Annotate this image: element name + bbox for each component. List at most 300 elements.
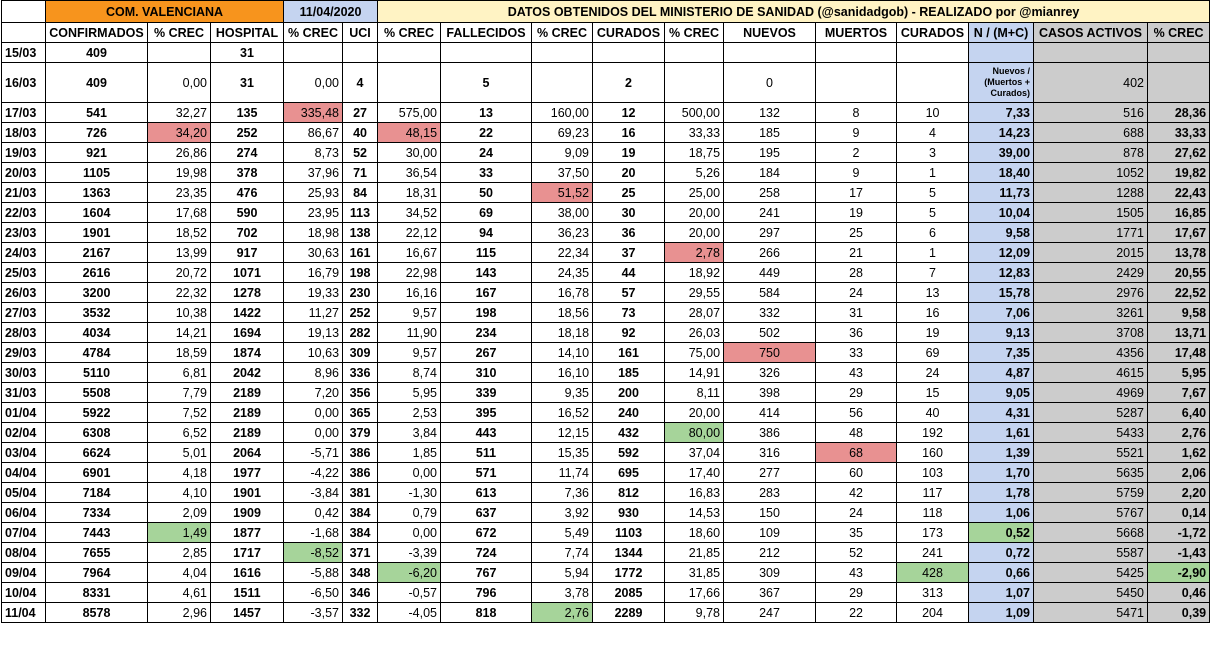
table-cell[interactable]: [724, 43, 816, 63]
row-date-cell[interactable]: 31/03: [2, 383, 46, 403]
table-cell[interactable]: 234: [441, 323, 532, 343]
table-cell[interactable]: -4,05: [378, 603, 441, 623]
table-cell[interactable]: 1422: [211, 303, 284, 323]
table-cell[interactable]: 15,78: [969, 283, 1034, 303]
table-cell[interactable]: 24: [897, 363, 969, 383]
table-cell[interactable]: 5425: [1034, 563, 1148, 583]
table-cell[interactable]: 9,35: [532, 383, 593, 403]
table-cell[interactable]: 297: [724, 223, 816, 243]
table-cell[interactable]: 71: [343, 163, 378, 183]
table-cell[interactable]: 1877: [211, 523, 284, 543]
row-date-cell[interactable]: 18/03: [2, 123, 46, 143]
table-cell[interactable]: 9: [816, 163, 897, 183]
table-cell[interactable]: 575,00: [378, 103, 441, 123]
table-cell[interactable]: 4,31: [969, 403, 1034, 423]
table-cell[interactable]: 8,96: [284, 363, 343, 383]
row-date-cell[interactable]: 06/04: [2, 503, 46, 523]
table-cell[interactable]: 20,00: [665, 403, 724, 423]
table-cell[interactable]: 11,74: [532, 463, 593, 483]
table-cell[interactable]: 584: [724, 283, 816, 303]
table-cell[interactable]: 19,82: [1148, 163, 1210, 183]
table-cell[interactable]: [148, 43, 211, 63]
table-cell[interactable]: 15: [897, 383, 969, 403]
table-cell[interactable]: 30,00: [378, 143, 441, 163]
table-cell[interactable]: 17,66: [665, 583, 724, 603]
table-cell[interactable]: 5287: [1034, 403, 1148, 423]
table-cell[interactable]: 702: [211, 223, 284, 243]
table-cell[interactable]: 5471: [1034, 603, 1148, 623]
table-cell[interactable]: 8331: [46, 583, 148, 603]
table-cell[interactable]: 17,68: [148, 203, 211, 223]
table-cell[interactable]: [969, 43, 1034, 63]
table-cell[interactable]: 56: [816, 403, 897, 423]
column-header[interactable]: CURADOS: [897, 23, 969, 43]
table-cell[interactable]: 346: [343, 583, 378, 603]
table-cell[interactable]: 1717: [211, 543, 284, 563]
table-cell[interactable]: 443: [441, 423, 532, 443]
row-date-cell[interactable]: 20/03: [2, 163, 46, 183]
table-cell[interactable]: 109: [724, 523, 816, 543]
table-cell[interactable]: 160: [897, 443, 969, 463]
table-cell[interactable]: 1874: [211, 343, 284, 363]
table-cell[interactable]: 4034: [46, 323, 148, 343]
table-cell[interactable]: 92: [593, 323, 665, 343]
table-cell[interactable]: 7,79: [148, 383, 211, 403]
table-cell[interactable]: 37,96: [284, 163, 343, 183]
table-cell[interactable]: 1,39: [969, 443, 1034, 463]
table-cell[interactable]: 37,04: [665, 443, 724, 463]
table-cell[interactable]: 4: [897, 123, 969, 143]
table-cell[interactable]: 379: [343, 423, 378, 443]
table-cell[interactable]: 28,36: [1148, 103, 1210, 123]
table-cell[interactable]: 22: [441, 123, 532, 143]
table-cell[interactable]: 1505: [1034, 203, 1148, 223]
table-cell[interactable]: 33: [441, 163, 532, 183]
table-cell[interactable]: 23,35: [148, 183, 211, 203]
table-cell[interactable]: 21: [816, 243, 897, 263]
table-cell[interactable]: 22,12: [378, 223, 441, 243]
table-cell[interactable]: 19,13: [284, 323, 343, 343]
table-cell[interactable]: -2,90: [1148, 563, 1210, 583]
table-cell[interactable]: 4784: [46, 343, 148, 363]
table-cell[interactable]: 9,57: [378, 343, 441, 363]
table-cell[interactable]: 5,26: [665, 163, 724, 183]
table-cell[interactable]: 25,93: [284, 183, 343, 203]
table-cell[interactable]: [897, 63, 969, 103]
table-cell[interactable]: 69: [897, 343, 969, 363]
table-cell[interactable]: 2042: [211, 363, 284, 383]
table-cell[interactable]: 592: [593, 443, 665, 463]
table-cell[interactable]: 40: [343, 123, 378, 143]
table-cell[interactable]: 22,98: [378, 263, 441, 283]
table-cell[interactable]: 33: [816, 343, 897, 363]
table-cell[interactable]: [378, 63, 441, 103]
table-cell[interactable]: 309: [724, 563, 816, 583]
table-cell[interactable]: 1344: [593, 543, 665, 563]
table-cell[interactable]: 2,76: [1148, 423, 1210, 443]
table-cell[interactable]: 5,01: [148, 443, 211, 463]
column-header[interactable]: [2, 23, 46, 43]
table-cell[interactable]: 1,85: [378, 443, 441, 463]
table-cell[interactable]: 266: [724, 243, 816, 263]
table-cell[interactable]: 69,23: [532, 123, 593, 143]
table-cell[interactable]: 7184: [46, 483, 148, 503]
table-cell[interactable]: 767: [441, 563, 532, 583]
table-cell[interactable]: 200: [593, 383, 665, 403]
table-cell[interactable]: 5668: [1034, 523, 1148, 543]
table-cell[interactable]: 8,74: [378, 363, 441, 383]
table-cell[interactable]: 6,40: [1148, 403, 1210, 423]
table-cell[interactable]: 335,48: [284, 103, 343, 123]
table-cell[interactable]: 1052: [1034, 163, 1148, 183]
column-header[interactable]: % CREC: [532, 23, 593, 43]
table-cell[interactable]: 476: [211, 183, 284, 203]
table-cell[interactable]: 4,87: [969, 363, 1034, 383]
table-cell[interactable]: 84: [343, 183, 378, 203]
table-cell[interactable]: 2064: [211, 443, 284, 463]
table-cell[interactable]: 541: [46, 103, 148, 123]
table-cell[interactable]: 212: [724, 543, 816, 563]
table-cell[interactable]: 8,11: [665, 383, 724, 403]
table-cell[interactable]: 24: [441, 143, 532, 163]
table-cell[interactable]: 1901: [46, 223, 148, 243]
table-cell[interactable]: 7,52: [148, 403, 211, 423]
table-cell[interactable]: 18,40: [969, 163, 1034, 183]
table-cell[interactable]: 160,00: [532, 103, 593, 123]
date-title[interactable]: 11/04/2020: [284, 1, 378, 23]
table-cell[interactable]: 0,52: [969, 523, 1034, 543]
table-cell[interactable]: 878: [1034, 143, 1148, 163]
table-cell[interactable]: 7,36: [532, 483, 593, 503]
table-cell[interactable]: 16: [593, 123, 665, 143]
table-cell[interactable]: 356: [343, 383, 378, 403]
table-cell[interactable]: 18,98: [284, 223, 343, 243]
table-cell[interactable]: [593, 43, 665, 63]
table-cell[interactable]: 48: [816, 423, 897, 443]
table-cell[interactable]: 192: [897, 423, 969, 443]
table-cell[interactable]: 35: [816, 523, 897, 543]
table-cell[interactable]: 150: [724, 503, 816, 523]
table-cell[interactable]: 1,06: [969, 503, 1034, 523]
table-cell[interactable]: 20,00: [665, 203, 724, 223]
table-cell[interactable]: 8578: [46, 603, 148, 623]
table-cell[interactable]: 1363: [46, 183, 148, 203]
table-cell[interactable]: 0,66: [969, 563, 1034, 583]
table-cell[interactable]: 2167: [46, 243, 148, 263]
table-cell[interactable]: 18,92: [665, 263, 724, 283]
table-cell[interactable]: 26,03: [665, 323, 724, 343]
table-cell[interactable]: 0,00: [148, 63, 211, 103]
table-cell[interactable]: 167: [441, 283, 532, 303]
table-cell[interactable]: 14,23: [969, 123, 1034, 143]
table-cell[interactable]: 11,90: [378, 323, 441, 343]
table-cell[interactable]: 22,52: [1148, 283, 1210, 303]
source-title[interactable]: DATOS OBTENIDOS DEL MINISTERIO DE SANIDAD (@sanidadgob) - REALIZADO por @mianrey: [378, 1, 1210, 23]
table-cell[interactable]: 688: [1034, 123, 1148, 143]
table-cell[interactable]: 10,38: [148, 303, 211, 323]
column-header[interactable]: N / (M+C): [969, 23, 1034, 43]
region-title[interactable]: COM. VALENCIANA: [46, 1, 284, 23]
table-cell[interactable]: 12,83: [969, 263, 1034, 283]
table-cell[interactable]: 2616: [46, 263, 148, 283]
table-cell[interactable]: 695: [593, 463, 665, 483]
table-cell[interactable]: 2,06: [1148, 463, 1210, 483]
table-cell[interactable]: 386: [343, 443, 378, 463]
table-cell[interactable]: 0,42: [284, 503, 343, 523]
table-cell[interactable]: 115: [441, 243, 532, 263]
table-cell[interactable]: 36,23: [532, 223, 593, 243]
table-cell[interactable]: 26,86: [148, 143, 211, 163]
table-cell[interactable]: 31: [211, 43, 284, 63]
table-cell[interactable]: 381: [343, 483, 378, 503]
table-cell[interactable]: 0,00: [284, 63, 343, 103]
table-cell[interactable]: 32,27: [148, 103, 211, 123]
table-cell[interactable]: 161: [593, 343, 665, 363]
table-cell[interactable]: 24,35: [532, 263, 593, 283]
table-cell[interactable]: 27,62: [1148, 143, 1210, 163]
table-cell[interactable]: 796: [441, 583, 532, 603]
table-cell[interactable]: 0,72: [969, 543, 1034, 563]
row-date-cell[interactable]: 01/04: [2, 403, 46, 423]
row-date-cell[interactable]: 03/04: [2, 443, 46, 463]
table-cell[interactable]: 3,84: [378, 423, 441, 443]
table-cell[interactable]: -4,22: [284, 463, 343, 483]
row-date-cell[interactable]: 10/04: [2, 583, 46, 603]
table-cell[interactable]: 917: [211, 243, 284, 263]
table-cell[interactable]: 2: [816, 143, 897, 163]
table-cell[interactable]: 25: [816, 223, 897, 243]
column-header[interactable]: CURADOS: [593, 23, 665, 43]
table-cell[interactable]: 1: [897, 163, 969, 183]
row-date-cell[interactable]: 23/03: [2, 223, 46, 243]
table-cell[interactable]: 240: [593, 403, 665, 423]
table-cell[interactable]: 135: [211, 103, 284, 123]
table-cell[interactable]: 726: [46, 123, 148, 143]
table-cell[interactable]: 339: [441, 383, 532, 403]
row-date-cell[interactable]: 09/04: [2, 563, 46, 583]
table-cell[interactable]: [1148, 43, 1210, 63]
table-cell[interactable]: 5: [441, 63, 532, 103]
table-cell[interactable]: 386: [343, 463, 378, 483]
table-cell[interactable]: 230: [343, 283, 378, 303]
table-cell[interactable]: 6308: [46, 423, 148, 443]
table-cell[interactable]: 30: [593, 203, 665, 223]
table-cell[interactable]: 2429: [1034, 263, 1148, 283]
table-cell[interactable]: 51,52: [532, 183, 593, 203]
column-header[interactable]: HOSPITAL: [211, 23, 284, 43]
table-cell[interactable]: 571: [441, 463, 532, 483]
table-cell[interactable]: 5,94: [532, 563, 593, 583]
table-cell[interactable]: 113: [343, 203, 378, 223]
table-cell[interactable]: 18,56: [532, 303, 593, 323]
table-cell[interactable]: -5,71: [284, 443, 343, 463]
table-cell[interactable]: 2,85: [148, 543, 211, 563]
table-cell[interactable]: -1,68: [284, 523, 343, 543]
table-cell[interactable]: 20,00: [665, 223, 724, 243]
table-cell[interactable]: 185: [724, 123, 816, 143]
table-cell[interactable]: 3,78: [532, 583, 593, 603]
table-cell[interactable]: 132: [724, 103, 816, 123]
table-cell[interactable]: 378: [211, 163, 284, 183]
table-cell[interactable]: 3200: [46, 283, 148, 303]
table-cell[interactable]: 198: [343, 263, 378, 283]
table-cell[interactable]: 23,95: [284, 203, 343, 223]
table-cell[interactable]: 7443: [46, 523, 148, 543]
column-header[interactable]: % CREC: [284, 23, 343, 43]
table-cell[interactable]: 409: [46, 43, 148, 63]
table-cell[interactable]: 10: [897, 103, 969, 123]
column-header[interactable]: % CREC: [148, 23, 211, 43]
table-cell[interactable]: 2189: [211, 403, 284, 423]
table-cell[interactable]: 184: [724, 163, 816, 183]
table-cell[interactable]: 10,63: [284, 343, 343, 363]
table-cell[interactable]: 930: [593, 503, 665, 523]
table-cell[interactable]: -5,88: [284, 563, 343, 583]
table-cell[interactable]: 502: [724, 323, 816, 343]
table-cell[interactable]: 16,78: [532, 283, 593, 303]
table-cell[interactable]: 34,20: [148, 123, 211, 143]
table-cell[interactable]: 590: [211, 203, 284, 223]
table-cell[interactable]: 2,78: [665, 243, 724, 263]
table-cell[interactable]: 5587: [1034, 543, 1148, 563]
table-cell[interactable]: 4,10: [148, 483, 211, 503]
table-cell[interactable]: 921: [46, 143, 148, 163]
table-cell[interactable]: -1,43: [1148, 543, 1210, 563]
table-cell[interactable]: 1772: [593, 563, 665, 583]
row-date-cell[interactable]: 28/03: [2, 323, 46, 343]
table-cell[interactable]: 384: [343, 523, 378, 543]
table-cell[interactable]: 16,79: [284, 263, 343, 283]
table-cell[interactable]: 31: [211, 63, 284, 103]
table-cell[interactable]: 1457: [211, 603, 284, 623]
table-cell[interactable]: 161: [343, 243, 378, 263]
table-cell[interactable]: 395: [441, 403, 532, 423]
table-cell[interactable]: 19,98: [148, 163, 211, 183]
table-cell[interactable]: 5759: [1034, 483, 1148, 503]
table-cell[interactable]: [665, 63, 724, 103]
table-cell[interactable]: 637: [441, 503, 532, 523]
table-cell[interactable]: 15,35: [532, 443, 593, 463]
table-cell[interactable]: 3708: [1034, 323, 1148, 343]
row-date-cell[interactable]: 21/03: [2, 183, 46, 203]
row-date-cell[interactable]: 16/03: [2, 63, 46, 103]
table-cell[interactable]: 7655: [46, 543, 148, 563]
table-cell[interactable]: 1103: [593, 523, 665, 543]
table-cell[interactable]: 80,00: [665, 423, 724, 443]
table-cell[interactable]: 274: [211, 143, 284, 163]
table-cell[interactable]: 103: [897, 463, 969, 483]
table-cell[interactable]: 20,72: [148, 263, 211, 283]
corner-cell[interactable]: [2, 1, 46, 23]
table-cell[interactable]: 27: [343, 103, 378, 123]
table-cell[interactable]: 1105: [46, 163, 148, 183]
table-cell[interactable]: 39,00: [969, 143, 1034, 163]
table-cell[interactable]: 13,99: [148, 243, 211, 263]
table-cell[interactable]: 0,00: [378, 523, 441, 543]
table-cell[interactable]: 17: [816, 183, 897, 203]
table-cell[interactable]: 13,71: [1148, 323, 1210, 343]
table-cell[interactable]: 37: [593, 243, 665, 263]
table-cell[interactable]: 241: [897, 543, 969, 563]
table-cell[interactable]: 367: [724, 583, 816, 603]
table-cell[interactable]: 1604: [46, 203, 148, 223]
table-cell[interactable]: 36,54: [378, 163, 441, 183]
ratio-note[interactable]: Nuevos / (Muertos + Curados): [969, 63, 1034, 103]
table-cell[interactable]: 402: [1034, 63, 1148, 103]
table-cell[interactable]: 37,50: [532, 163, 593, 183]
table-cell[interactable]: 313: [897, 583, 969, 603]
table-cell[interactable]: 1616: [211, 563, 284, 583]
table-cell[interactable]: [441, 43, 532, 63]
table-cell[interactable]: 25,00: [665, 183, 724, 203]
table-cell[interactable]: 9: [816, 123, 897, 143]
table-cell[interactable]: 0: [724, 63, 816, 103]
table-cell[interactable]: 7,67: [1148, 383, 1210, 403]
table-cell[interactable]: -8,52: [284, 543, 343, 563]
row-date-cell[interactable]: 22/03: [2, 203, 46, 223]
table-cell[interactable]: 252: [211, 123, 284, 143]
table-cell[interactable]: 316: [724, 443, 816, 463]
table-cell[interactable]: 2,53: [378, 403, 441, 423]
table-cell[interactable]: 1771: [1034, 223, 1148, 243]
table-cell[interactable]: 22: [816, 603, 897, 623]
table-cell[interactable]: 7964: [46, 563, 148, 583]
row-date-cell[interactable]: 25/03: [2, 263, 46, 283]
table-cell[interactable]: 11,73: [969, 183, 1034, 203]
table-cell[interactable]: 20,55: [1148, 263, 1210, 283]
table-cell[interactable]: 195: [724, 143, 816, 163]
table-cell[interactable]: 818: [441, 603, 532, 623]
table-cell[interactable]: 16,85: [1148, 203, 1210, 223]
table-cell[interactable]: 42: [816, 483, 897, 503]
table-cell[interactable]: 0,14: [1148, 503, 1210, 523]
table-cell[interactable]: 283: [724, 483, 816, 503]
table-cell[interactable]: 22,43: [1148, 183, 1210, 203]
table-cell[interactable]: 2,96: [148, 603, 211, 623]
table-cell[interactable]: 5,49: [532, 523, 593, 543]
table-cell[interactable]: 185: [593, 363, 665, 383]
table-cell[interactable]: -1,30: [378, 483, 441, 503]
table-cell[interactable]: 5767: [1034, 503, 1148, 523]
table-cell[interactable]: 5: [897, 183, 969, 203]
table-cell[interactable]: 21,85: [665, 543, 724, 563]
table-cell[interactable]: 9,09: [532, 143, 593, 163]
table-cell[interactable]: 7334: [46, 503, 148, 523]
table-cell[interactable]: 252: [343, 303, 378, 323]
table-cell[interactable]: 371: [343, 543, 378, 563]
row-date-cell[interactable]: 02/04: [2, 423, 46, 443]
table-cell[interactable]: 75,00: [665, 343, 724, 363]
table-cell[interactable]: 750: [724, 343, 816, 363]
table-cell[interactable]: 5,95: [1148, 363, 1210, 383]
table-cell[interactable]: 14,10: [532, 343, 593, 363]
table-cell[interactable]: 7,33: [969, 103, 1034, 123]
table-cell[interactable]: [816, 43, 897, 63]
table-cell[interactable]: 4: [343, 63, 378, 103]
table-cell[interactable]: 16,67: [378, 243, 441, 263]
table-cell[interactable]: 198: [441, 303, 532, 323]
table-cell[interactable]: [1148, 63, 1210, 103]
table-cell[interactable]: 5922: [46, 403, 148, 423]
table-cell[interactable]: 2,76: [532, 603, 593, 623]
table-cell[interactable]: 409: [46, 63, 148, 103]
table-cell[interactable]: 511: [441, 443, 532, 463]
row-date-cell[interactable]: 15/03: [2, 43, 46, 63]
table-cell[interactable]: 5: [897, 203, 969, 223]
table-cell[interactable]: 4969: [1034, 383, 1148, 403]
table-cell[interactable]: 13: [897, 283, 969, 303]
table-cell[interactable]: 1,70: [969, 463, 1034, 483]
